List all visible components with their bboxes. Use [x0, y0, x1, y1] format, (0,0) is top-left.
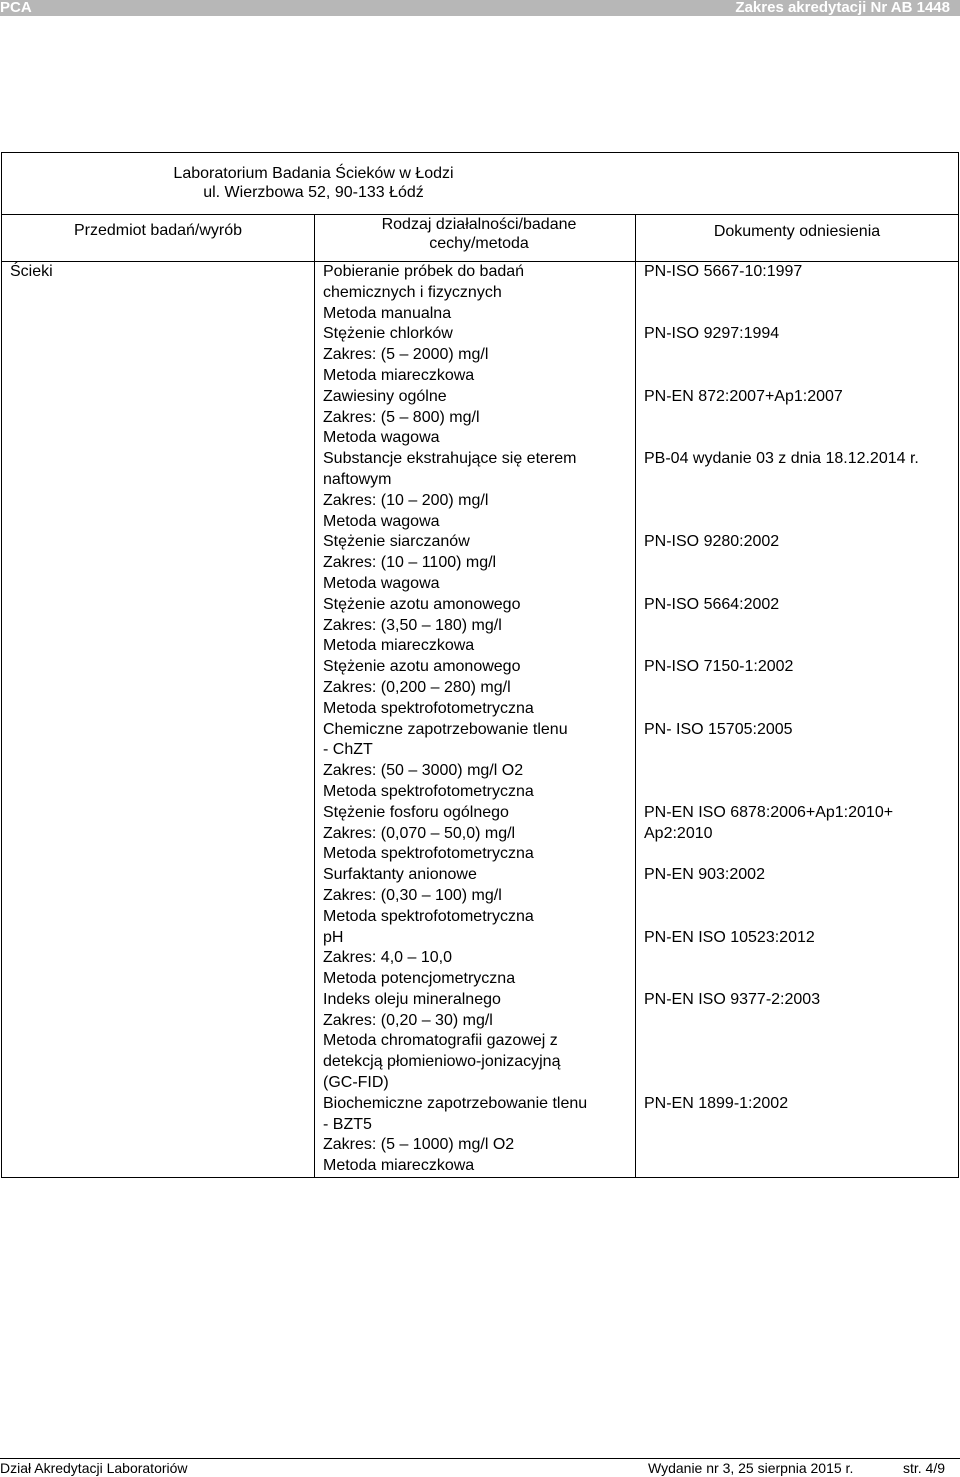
activity-line: - BZT5	[323, 1115, 372, 1133]
product-name: Ścieki	[10, 263, 53, 280]
activity-line: Zakres: (5 – 2000) mg/l	[323, 346, 489, 364]
reference-document: PN-ISO 9280:2002	[644, 533, 780, 551]
reference-document: PN-ISO 5664:2002	[644, 595, 780, 613]
reference-list	[636, 262, 959, 1178]
activity-line: Indeks oleju mineralnego	[323, 990, 501, 1008]
laboratory-address: ul. Wierzbowa 52, 90-133 Łódź	[203, 184, 424, 201]
activity-line: Stężenie fosforu ogólnego	[323, 803, 509, 821]
activity-line: Stężenie azotu amonowego	[323, 595, 521, 613]
column-header-subject: Przedmiot badań/wyrób	[2, 215, 315, 262]
reference-document: PN-ISO 7150-1:2002	[644, 658, 794, 676]
activity-line: pH	[323, 928, 344, 946]
reference-document: PN- ISO 15705:2005	[644, 720, 793, 738]
header-document-title: Zakres akredytacji Nr AB 1448	[735, 0, 950, 16]
activity-line: Metoda miareczkowa	[323, 1157, 475, 1175]
reference-document: PN-ISO 5667-10:1997	[644, 263, 803, 280]
activity-line: Zakres: (0,30 – 100) mg/l	[323, 886, 502, 904]
laboratory-header	[173, 153, 959, 215]
activity-item	[323, 449, 635, 532]
column-header-documents: Dokumenty odniesienia	[636, 215, 959, 262]
activity-line: Metoda spektrofotometryczna	[323, 782, 534, 800]
activity-line: Zakres: (3,50 – 180) mg/l	[323, 616, 502, 634]
footer-edition: Wydanie nr 3, 25 sierpnia 2015 r.	[648, 1460, 854, 1476]
reference-document: PN-EN 903:2002	[644, 866, 765, 884]
activity-line: Metoda chromatografii gazowej z	[323, 1032, 558, 1050]
activity-line: - ChZT	[323, 741, 373, 759]
reference-document: PN-EN ISO 10523:2012	[644, 928, 815, 946]
activity-line: Stężenie azotu amonowego	[323, 658, 521, 676]
activity-line: Stężenie siarczanów	[323, 533, 470, 551]
activity-line: Metoda wagowa	[323, 574, 440, 592]
activity-item	[323, 990, 635, 1094]
activity-line: Zakres: (0,200 – 280) mg/l	[323, 678, 511, 696]
activity-line: Metoda spektrofotometryczna	[323, 907, 534, 925]
activity-line: Zakres: (50 – 3000) mg/l O2	[323, 762, 524, 780]
accreditation-scope-table	[1, 152, 959, 1178]
activity-line: Metoda miareczkowa	[323, 366, 475, 384]
activity-item	[323, 532, 635, 594]
activity-line: Metoda miareczkowa	[323, 637, 475, 655]
activity-line: Metoda spektrofotometryczna	[323, 699, 534, 717]
activity-line: chemicznych i fizycznych	[323, 283, 502, 301]
activity-line: Metoda spektrofotometryczna	[323, 845, 534, 863]
page-footer	[0, 1458, 960, 1477]
activity-line: Metoda wagowa	[323, 429, 440, 447]
activity-line: Metoda manualna	[323, 304, 452, 322]
laboratory-name: Laboratorium Badania Ścieków w Łodzi	[173, 165, 454, 182]
footer-department: Dział Akredytacji Laboratoriów	[0, 1460, 188, 1476]
footer-page-number: str. 4/9	[903, 1460, 946, 1476]
product-cell	[2, 262, 315, 1178]
reference-document-continuation: Ap2:2010	[644, 824, 713, 842]
activity-item	[323, 865, 635, 927]
activity-line: detekcją płomieniowo-jonizacyjną	[323, 1053, 561, 1071]
activity-line: Metoda potencjometryczna	[323, 970, 516, 988]
activity-line: Zawiesiny ogólne	[323, 387, 447, 405]
activity-item	[323, 1094, 635, 1177]
activity-item	[323, 595, 635, 657]
reference-document: PN-EN 1899-1:2002	[644, 1095, 789, 1112]
activity-item	[323, 928, 635, 990]
activity-item	[323, 262, 635, 324]
activity-line: Substancje ekstrahujące się eterem	[323, 450, 577, 468]
activity-line: Surfaktanty anionowe	[323, 866, 477, 884]
activity-line: Biochemiczne zapotrzebowanie tlenu	[323, 1094, 588, 1112]
column-header-activity: Rodzaj działalności/badane cechy/metoda	[315, 215, 636, 262]
activity-line: Chemiczne zapotrzebowanie tlenu	[323, 720, 568, 738]
reference-document: PN-EN ISO 6878:2006+Ap1:2010+	[644, 803, 894, 821]
page-header	[0, 0, 960, 16]
activity-item	[323, 657, 635, 719]
activity-line: Pobieranie próbek do badań	[323, 263, 525, 280]
column-header-row	[2, 215, 959, 262]
activity-item	[323, 387, 635, 449]
scope-body-row	[2, 262, 959, 1178]
activity-line: Zakres: (10 – 200) mg/l	[323, 491, 489, 509]
activity-line: naftowym	[323, 470, 392, 488]
reference-document: PN-EN 872:2007+Ap1:2007	[644, 387, 843, 405]
reference-document: PB-04 wydanie 03 z dnia 18.12.2014 r.	[644, 450, 919, 468]
activity-item	[323, 324, 635, 386]
activity-line: Zakres: (5 – 800) mg/l	[323, 408, 480, 426]
activity-line: Metoda wagowa	[323, 512, 440, 530]
activity-line: Zakres: (0,20 – 30) mg/l	[323, 1011, 493, 1029]
activity-list	[315, 262, 636, 1178]
activity-item	[323, 720, 635, 803]
activity-line: Stężenie chlorków	[323, 325, 453, 343]
activity-line: Zakres: (0,070 – 50,0) mg/l	[323, 824, 516, 842]
activity-item	[323, 803, 635, 865]
reference-document: PN-EN ISO 9377-2:2003	[644, 991, 821, 1008]
header-organization: PCA	[0, 0, 32, 16]
reference-document: PN-ISO 9297:1994	[644, 325, 780, 343]
activity-line: (GC-FID)	[323, 1074, 389, 1092]
activity-line: Zakres: 4,0 – 10,0	[323, 949, 452, 967]
activity-line: Zakres: (10 – 1100) mg/l	[323, 554, 497, 572]
laboratory-row	[2, 153, 959, 215]
activity-line: Zakres: (5 – 1000) mg/l O2	[323, 1136, 515, 1154]
